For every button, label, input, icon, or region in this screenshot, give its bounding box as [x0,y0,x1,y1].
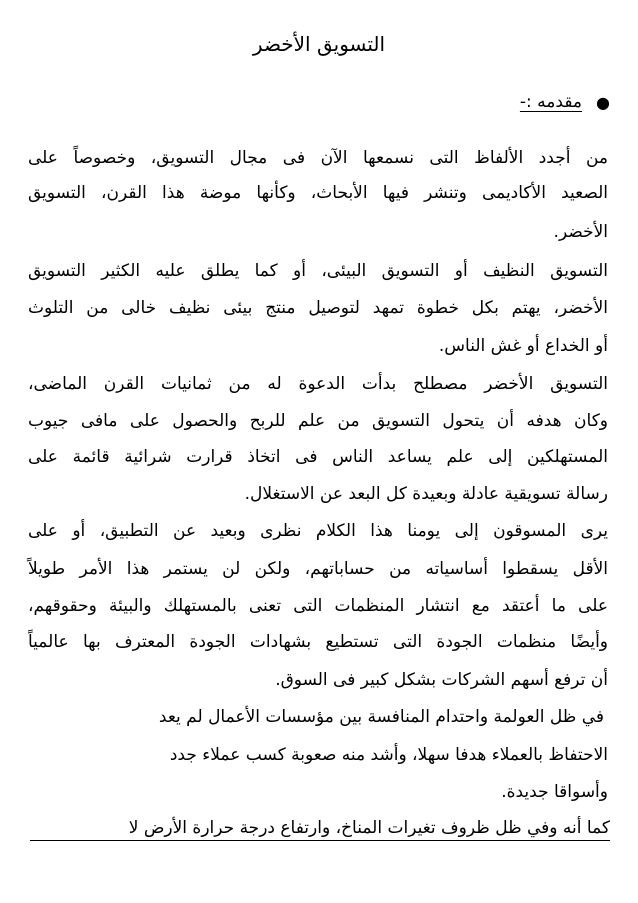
paragraph-line: الاحتفاظ بالعملاء هدفا سهلا، وأشد منه صعوبة كسب عملاء جدد [169,745,608,765]
paragraph-line: المستهلكين إلى علم يساعد الناس فى اتخاذ قرارت شرائية قائمة على [28,447,608,467]
paragraph-line: الصعيد الأكاديمى وتنشر فيها الأبحاث، وكأنها موضة هذا القرن، التسويق [28,183,608,203]
heading-text: مقدمه :- [519,92,583,112]
bullet-icon: ● [596,92,610,112]
paragraph-line: كما أنه وفي ظل ظروف تغيرات المناخ، وارتفاع درجة حرارة الأرض لا [128,818,610,838]
paragraph-line: على ما أعتقد مع انتشار المنظمات التى تعنى بالمستهلك والبيئة وحقوقهم، [28,596,608,616]
section-heading [520,92,610,112]
paragraph-line: في ظل العولمة واحتدام المنافسة بين مؤسسات الأعمال لم يعد [158,707,604,727]
paragraph-line: أو الخداع أو غش الناس. [438,336,608,356]
paragraph-line: وأيضًا منظمات الجودة التى تستطيع بشهادات الجودة المعترف بها عالمياً [28,632,608,652]
paragraph-line: من أجدد الألفاظ التى نسمعها الآن فى مجال التسويق، وخصوصاً على [28,148,608,168]
paragraph-line: الأقل يسقطوا أساسياته من حساباتهم، ولكن لن يستمر هذا الأمر طويلاً [28,559,608,579]
paragraph-line: الأخضر. [553,222,608,242]
paragraph-line: وكان هدفه أن يتحول التسويق من علم للربح والحصول على مافى جيوب [28,411,608,431]
page-title: التسويق الأخضر [252,32,386,56]
paragraph-line: الأخضر، يهتم بكل خطوة تمهد لتوصيل منتج بيئى نظيف خالى من التلوث [28,298,608,318]
paragraph-line: رسالة تسويقية عادلة وبعيدة كل البعد عن الاستغلال. [244,484,608,504]
paragraph-line: يرى المسوقون إلى يومنا هذا الكلام نظرى وبعيد عن التطبيق، أو على [28,521,608,541]
bottom-divider [30,840,610,841]
paragraph-line: التسويق النظيف أو التسويق البيئى، أو كما يطلق عليه الكثير التسويق [28,261,608,281]
paragraph-line: وأسواقا جديدة. [501,782,608,802]
paragraph-line: أن ترفع أسهم الشركات بشكل كبير فى السوق. [275,670,608,690]
paragraph-line: التسويق الأخضر مصطلح بدأت الدعوة له من ثمانيات القرن الماضى، [28,374,608,394]
